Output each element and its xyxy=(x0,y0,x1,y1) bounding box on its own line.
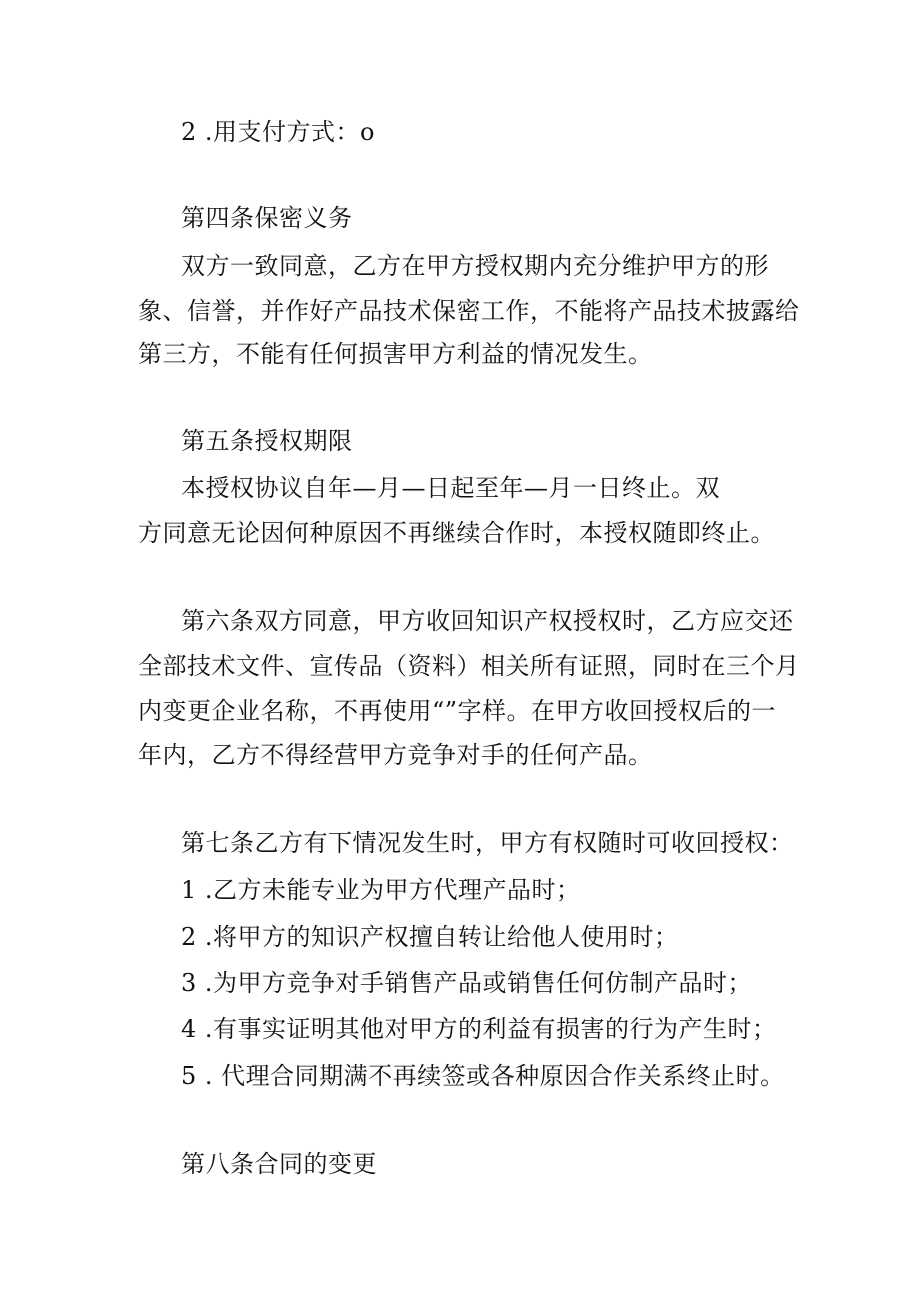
article-7-item-4: 4 .有事实证明其他对甲方的利益有损害的行为产生时； xyxy=(181,1015,777,1043)
article-4-line-1: 双方一致同意，乙方在甲方授权期内充分维护甲方的形 xyxy=(181,252,769,280)
article-6-line-4: 年内，乙方不得经营甲方竞争对手的任何产品。 xyxy=(138,741,653,769)
article-6-line-3: 内变更企业名称，不再使用“”字样。在甲方收回授权后的一 xyxy=(138,697,777,725)
article-7-item-3: 3 .为甲方竞争对手销售产品或销售任何仿制产品时； xyxy=(181,969,753,997)
article-6-line-2: 全部技术文件、宣传品（资料）相关所有证照，同时在三个月 xyxy=(138,652,800,680)
article-7-item-2: 2 .将甲方的知识产权擅自转让给他人使用时； xyxy=(181,923,679,951)
article-5-line-2: 方同意无论因何种原因不再继续合作时，本授权随即终止。 xyxy=(138,519,775,547)
article-7-item-5: 5 . 代理合同期满不再续签或各种原因合作关系终止时。 xyxy=(181,1062,785,1090)
article-4-heading: 第四条保密义务 xyxy=(181,204,353,232)
article-7-heading: 第七条乙方有下情况发生时，甲方有权随时可收回授权： xyxy=(181,829,794,857)
article-5-line-1: 本授权协议自年—月—日起至年—月一日终止。双 xyxy=(181,474,720,502)
article-7-item-1: 1 .乙方未能专业为甲方代理产品时； xyxy=(181,876,581,904)
article-4-line-2: 象、信誉，并作好产品技术保密工作，不能将产品技术披露给 xyxy=(138,297,800,325)
article-8-heading: 第八条合同的变更 xyxy=(181,1150,377,1178)
article-5-heading: 第五条授权期限 xyxy=(181,427,353,455)
article-6-line-1: 第六条双方同意，甲方收回知识产权授权时，乙方应交还 xyxy=(181,607,794,635)
payment-method-item: 2 .用支付方式：o xyxy=(181,118,375,146)
article-4-line-3: 第三方，不能有任何损害甲方利益的情况发生。 xyxy=(138,340,653,368)
